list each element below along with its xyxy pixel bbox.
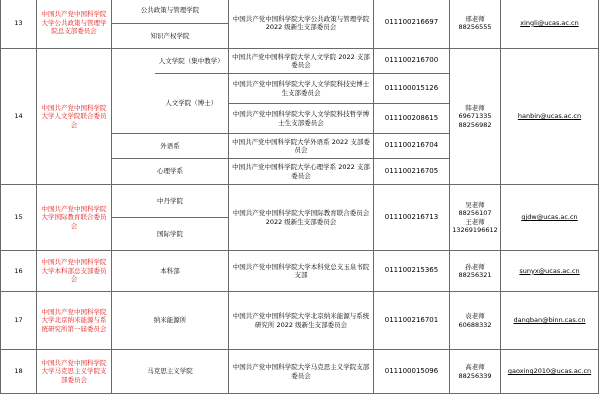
email-cell [501, 251, 599, 292]
sub-unit: 外语系 [112, 134, 229, 159]
contact-name: 吴老师 [465, 200, 485, 209]
contact-cell [450, 292, 501, 350]
contact-name: 孙老师 [465, 262, 485, 271]
sub-unit: 心理学系 [112, 159, 229, 185]
contact-name-2: 王老师 [465, 217, 485, 226]
sub-unit: 国际学院 [112, 218, 229, 251]
branch-name: 中国共产党中国科学院大学公共政策与管理学院 2022 级新生支部委员会 [229, 0, 374, 49]
contact-phone-2: 88256982 [458, 120, 492, 129]
table-row [1, 292, 599, 350]
contact-cell [450, 185, 501, 251]
branch-code: 011100015096 [374, 350, 450, 394]
contact-cell [450, 0, 501, 49]
branch-name: 中国共产党中国科学院大学人文学院 2022 支部委员会 [229, 49, 374, 74]
sub-unit: 本科部 [112, 251, 229, 292]
branch-code: 011100216705 [374, 159, 450, 185]
email-link[interactable]: sunyx@ucas.ac.cn [519, 266, 580, 275]
email-link[interactable]: hanbin@ucas.ac.cn [517, 112, 582, 121]
contact-phone: 88256555 [458, 23, 492, 31]
branch-code: 011100216697 [374, 0, 450, 49]
branch-name: 中国共产党中国科学院大学本科党总支玉泉书院支部 [229, 251, 374, 292]
contact-name: 高老师 [465, 363, 485, 372]
row-number: 16 [1, 251, 37, 292]
sub-unit: 知识产权学院 [112, 24, 229, 49]
table-row [1, 185, 599, 218]
contact-name: 韩老师 [465, 103, 485, 112]
sub-unit: 纳米能源所 [112, 292, 229, 350]
contact-name: 袁老师 [465, 312, 485, 321]
table-row [1, 350, 599, 394]
email-link[interactable]: dangban@binn.cas.cn [513, 316, 586, 325]
contact-phone-2: 13269196612 [452, 225, 498, 234]
table-row [1, 0, 599, 24]
table-row [1, 49, 599, 74]
spacer-cell [112, 49, 155, 134]
sub-unit: 人文学院（博士） [155, 74, 229, 134]
committee-name: 中国共产党中国科学院大学马克思主义学院支部委员会 [37, 350, 112, 394]
committee-name: 中国共产党中国科学院大学本科部总支部委员会 [37, 251, 112, 292]
branch-code: 011100216701 [374, 292, 450, 350]
email-cell [501, 49, 599, 185]
email-cell [501, 185, 599, 251]
branch-name: 中国共产党中国科学院大学北京纳米能源与系统研究所 2022 级新生支部委员会 [229, 292, 374, 350]
email-link[interactable]: gjdw@ucas.ac.cn [521, 213, 578, 222]
contact-phone: 88256107 [458, 209, 492, 218]
branch-name: 中国共产党中国科学院大学国际教育联合委员会 2022 级新生支部委员会 [229, 185, 374, 251]
sub-unit: 人文学院（集中教学） [155, 49, 229, 74]
branch-name: 中国共产党中国科学院大学马克思主义学院支部委员会 [229, 350, 374, 394]
email-cell [501, 0, 599, 49]
branch-name: 中国共产党中国科学院大学心理学系 2022 支部委员会 [229, 159, 374, 185]
contact-cell [450, 251, 501, 292]
row-number: 13 [1, 0, 37, 49]
contact-cell [450, 49, 501, 185]
row-number: 18 [1, 350, 37, 394]
contact-phone: 88256339 [458, 371, 492, 380]
email-link[interactable]: xingli@ucas.ac.cn [520, 18, 579, 27]
branch-code: 011100216704 [374, 134, 450, 159]
sub-unit: 中丹学院 [112, 185, 229, 218]
email-link[interactable]: gaoxing2010@ucas.ac.cn [507, 367, 592, 376]
branch-code: 011100215365 [374, 251, 450, 292]
email-cell [501, 292, 599, 350]
committee-name: 中国共产党中国科学院大学公共政策与管理学院总支部委员会 [37, 0, 112, 49]
email-cell [501, 350, 599, 394]
contact-phone: 60688332 [458, 320, 492, 329]
branch-code: 011100216713 [374, 185, 450, 251]
committee-name: 中国共产党中国科学院大学人文学院联合委员会 [37, 49, 112, 185]
branch-name: 中国共产党中国科学院大学人文学院科技哲学博士生支部委员会 [229, 104, 374, 134]
row-number: 17 [1, 292, 37, 350]
row-number: 15 [1, 185, 37, 251]
contact-cell [450, 350, 501, 394]
branch-code: 011100015126 [374, 74, 450, 104]
sub-unit: 马克思主义学院 [112, 350, 229, 394]
branch-name: 中国共产党中国科学院大学人文学院科技史博士生支部委员会 [229, 74, 374, 104]
branch-name: 中国共产党中国科学院大学外语系 2022 支部委员会 [229, 134, 374, 159]
contact-phone: 88256321 [458, 271, 492, 279]
branch-code: 011100216700 [374, 49, 450, 74]
committee-name: 中国共产党中国科学院大学国际教育联合委员会 [37, 185, 112, 251]
contact-name: 邢老师 [465, 14, 485, 23]
branch-code: 011100208615 [374, 104, 450, 134]
row-number: 14 [1, 49, 37, 185]
committee-name: 中国共产党中国科学院大学北京纳米能源与系统研究所第一届委员会 [37, 292, 112, 350]
contact-phone: 69671335 [458, 112, 492, 121]
table-row [1, 251, 599, 292]
sub-unit: 公共政策与管理学院 [112, 0, 229, 24]
